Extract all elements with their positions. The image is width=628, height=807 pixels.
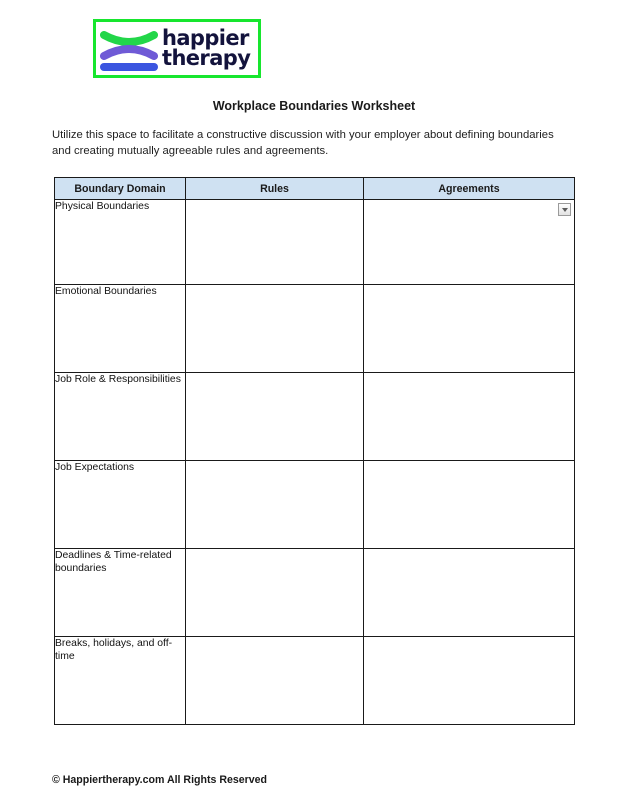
row-label-job-expectations: Job Expectations (55, 461, 186, 549)
logo-wave-marks (100, 26, 158, 72)
column-header-rules: Rules (186, 178, 364, 200)
agreements-input-deadlines-time-related[interactable] (364, 549, 575, 637)
column-header-agreements: Agreements (364, 178, 575, 200)
footer-copyright: © Happiertherapy.com All Rights Reserved (52, 774, 268, 786)
agreements-input-physical-boundaries[interactable] (364, 200, 575, 285)
rules-input-deadlines-time-related[interactable] (186, 549, 364, 637)
rules-input-breaks-holidays-off-time[interactable] (186, 637, 364, 725)
column-header-boundary-domain: Boundary Domain (55, 178, 186, 200)
row-label-physical-boundaries: Physical Boundaries (55, 200, 186, 285)
rules-input-job-role-responsibilities[interactable] (186, 373, 364, 461)
chevron-down-icon[interactable] (558, 203, 571, 216)
row-label-deadlines-time-related: Deadlines & Time-related boundaries (55, 549, 186, 637)
rules-input-physical-boundaries[interactable] (186, 200, 364, 285)
boundaries-worksheet-table (54, 177, 575, 725)
row-label-breaks-holidays-off-time: Breaks, holidays, and off-time (55, 637, 186, 725)
table-row (55, 549, 575, 637)
table-row (55, 200, 575, 285)
brand-logo (93, 19, 261, 78)
page-intro-text: Utilize this space to facilitate a constructive discussion with your employer about defining boundaries and creating mutually agreeable rules and agreements. (52, 129, 554, 157)
table-row (55, 637, 575, 725)
table-row (55, 285, 575, 373)
table-row (55, 461, 575, 549)
rules-input-job-expectations[interactable] (186, 461, 364, 549)
agreements-input-job-expectations[interactable] (364, 461, 575, 549)
rules-input-emotional-boundaries[interactable] (186, 285, 364, 373)
agreements-input-job-role-responsibilities[interactable] (364, 373, 575, 461)
logo-word-happier: happier (162, 26, 249, 51)
table-header-row (55, 178, 575, 200)
page-title: Workplace Boundaries Worksheet (212, 99, 416, 113)
logo-word-therapy: therapy (162, 45, 251, 70)
logo-wordmark (162, 26, 251, 70)
row-label-emotional-boundaries: Emotional Boundaries (55, 285, 186, 373)
row-label-job-role-responsibilities: Job Role & Responsibilities (55, 373, 186, 461)
agreements-input-breaks-holidays-off-time[interactable] (364, 637, 575, 725)
agreements-input-emotional-boundaries[interactable] (364, 285, 575, 373)
table-row (55, 373, 575, 461)
